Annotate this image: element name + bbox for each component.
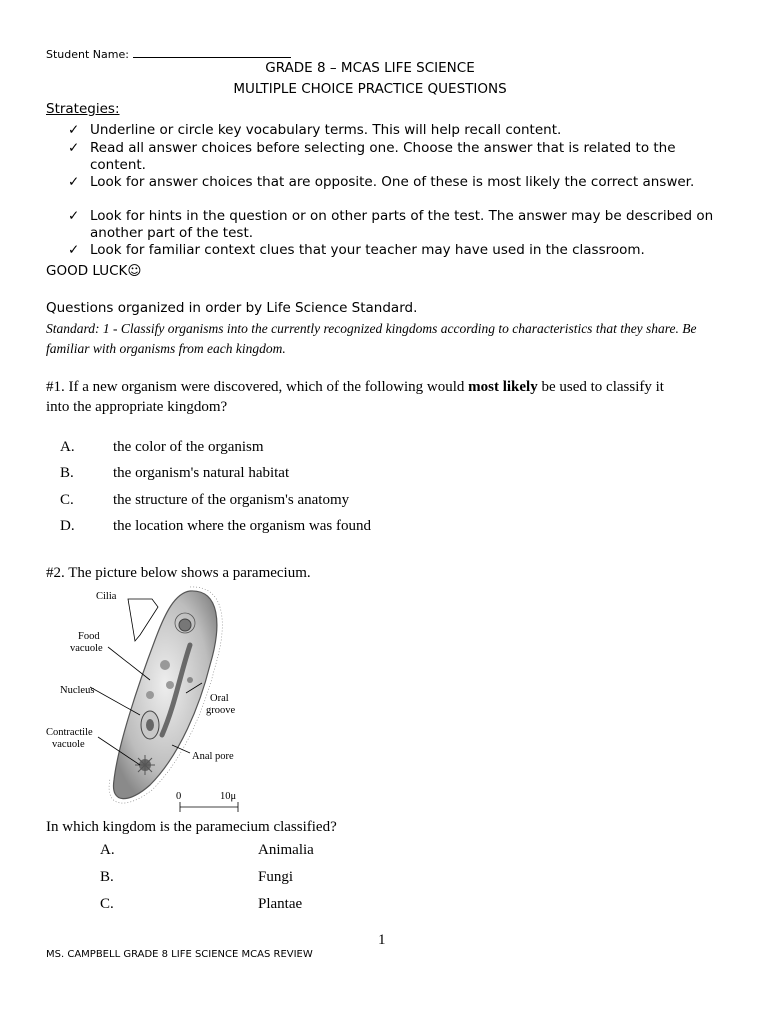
checkmark-icon: ✓ — [68, 242, 80, 258]
q1-choice-letter: C. — [60, 492, 74, 508]
q1-choice-text: the organism's natural habitat — [113, 465, 290, 481]
q2-choice-letter: B. — [100, 869, 114, 885]
organized-note: Questions organized in order by Life Science Standard. — [46, 300, 418, 316]
label-food-vacuole-1: Food — [78, 631, 100, 642]
q1-choice-letter: D. — [60, 518, 75, 534]
q2-choice-letter: A. — [100, 842, 115, 858]
page-footer: MS. CAMPBELL GRADE 8 LIFE SCIENCE MCAS REVIEW — [46, 949, 313, 960]
label-anal-pore: Anal pore — [192, 751, 234, 762]
label-oral-groove-2: groove — [206, 705, 236, 716]
scale-label-ten: 10μ — [220, 791, 237, 802]
strategy-item: ✓ Read all answer choices before selecting one. Choose the answer that is related to the content. — [68, 140, 676, 173]
q1-choice-text: the location where the organism was found — [113, 518, 371, 534]
question-1-stem: #1. If a new organism were discovered, which of the following would most likely be used to classify it into the appropriate kingdom? — [46, 379, 664, 415]
label-contractile-vacuole-1: Contractile — [46, 727, 93, 738]
standard-description: Standard: 1 - Classify organisms into the currently recognized kingdoms according to characteristics that they share. Be familiar with organisms from each kingdom. — [46, 321, 697, 356]
q2-choice-text: Plantae — [258, 896, 303, 912]
page-number: 1 — [378, 932, 386, 948]
strategy-item: ✓ Underline or circle key vocabulary terms. This will help recall content. — [68, 122, 562, 138]
q2-choice-text: Animalia — [258, 842, 314, 858]
checkmark-icon: ✓ — [68, 140, 80, 156]
checkmark-icon: ✓ — [68, 174, 80, 190]
page-subtitle: MULTIPLE CHOICE PRACTICE QUESTIONS — [233, 81, 507, 97]
label-oral-groove-1: Oral — [210, 693, 229, 704]
q1-choice-text: the color of the organism — [113, 439, 264, 455]
label-nucleus: Nucleus — [60, 685, 95, 696]
q1-choice-letter: B. — [60, 465, 74, 481]
strategy-item: ✓ Look for familiar context clues that your teacher may have used in the classroom. — [68, 242, 645, 258]
checkmark-icon: ✓ — [68, 122, 80, 138]
question-2-stem: In which kingdom is the paramecium classified? — [46, 819, 337, 835]
paramecium-body — [109, 587, 222, 803]
strategy-item: ✓ Look for hints in the question or on other parts of the test. The answer may be described on another part of the test. — [68, 208, 714, 241]
label-contractile-vacuole-2: vacuole — [52, 739, 85, 750]
scale-label-zero: 0 — [176, 791, 182, 802]
q1-choice-letter: A. — [60, 439, 75, 455]
strategy-item: ✓ Look for answer choices that are opposite. One of these is most likely the correct answer. — [68, 174, 695, 190]
paramecium-figure — [40, 585, 270, 815]
student-name-field — [46, 46, 291, 61]
student-name-label: Student Name: — [46, 48, 129, 61]
q2-choice-text: Fungi — [258, 869, 294, 885]
page-title: GRADE 8 – MCAS LIFE SCIENCE — [265, 60, 475, 76]
strategies-heading: Strategies: — [46, 101, 120, 117]
q1-choice-text: the structure of the organism's anatomy — [113, 492, 350, 508]
label-cilia: Cilia — [96, 591, 117, 602]
label-food-vacuole-2: vacuole — [70, 643, 103, 654]
good-luck-text: GOOD LUCK☺ — [46, 263, 142, 279]
q2-choice-letter: C. — [100, 896, 114, 912]
question-2-intro: #2. The picture below shows a paramecium. — [46, 565, 311, 581]
student-name-blank — [133, 46, 291, 58]
checkmark-icon: ✓ — [68, 208, 80, 224]
